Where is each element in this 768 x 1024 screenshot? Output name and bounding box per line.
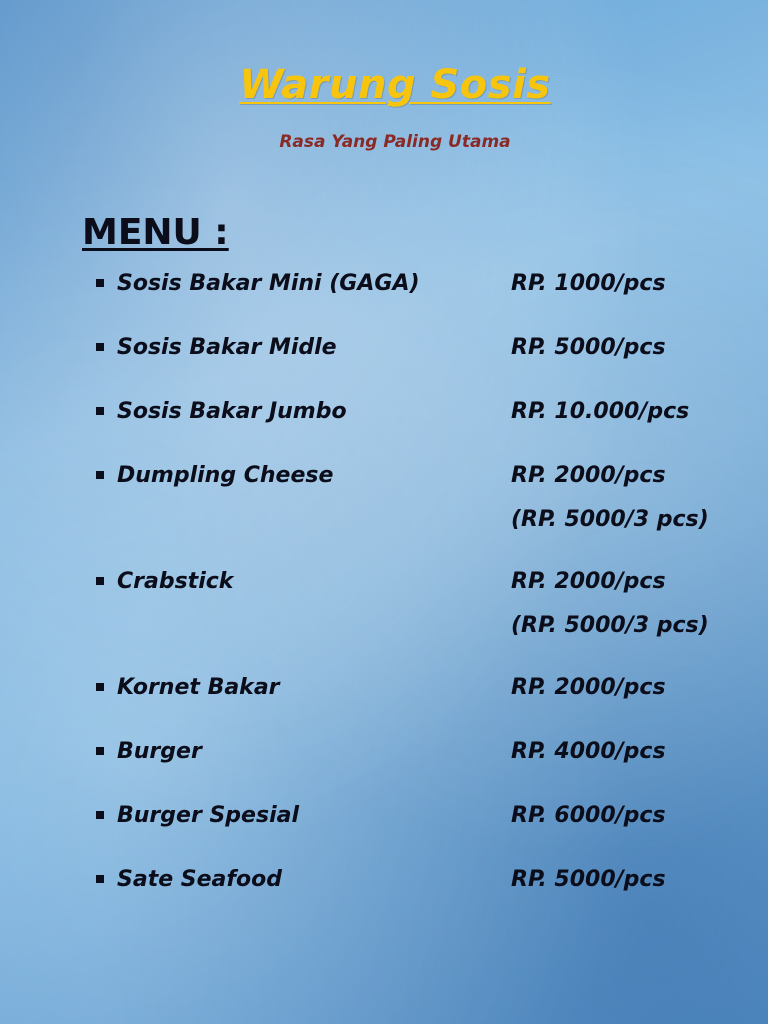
menu-item-name: Dumpling Cheese — [117, 463, 334, 488]
menu-item-price: RP. 2000/pcs — [511, 675, 666, 700]
menu-item-name: Sate Seafood — [117, 867, 282, 892]
menu-item-price: RP. 10.000/pcs — [511, 399, 690, 424]
bullet-square-icon — [96, 577, 104, 585]
menu-item-price: RP. 2000/pcs — [511, 463, 666, 488]
menu-item-name: Sosis Bakar Midle — [117, 335, 337, 360]
menu-item-name: Sosis Bakar Jumbo — [117, 399, 347, 424]
bullet-square-icon — [96, 471, 104, 479]
menu-item-name: Sosis Bakar Mini (GAGA) — [117, 271, 420, 296]
menu-item-price-alt: (RP. 5000/3 pcs) — [511, 507, 709, 532]
page-subtitle: Rasa Yang Paling Utama — [279, 132, 511, 152]
bullet-square-icon — [96, 683, 104, 691]
menu-item-price: RP. 6000/pcs — [511, 803, 666, 828]
menu-heading: MENU : — [82, 212, 229, 253]
menu-item-name: Kornet Bakar — [117, 675, 280, 700]
menu-item-name: Burger — [117, 739, 202, 764]
menu-item-price: RP. 5000/pcs — [511, 867, 666, 892]
menu-item-name: Crabstick — [117, 569, 234, 594]
bullet-square-icon — [96, 811, 104, 819]
bullet-square-icon — [96, 875, 104, 883]
bullet-square-icon — [96, 343, 104, 351]
menu-item-price: RP. 4000/pcs — [511, 739, 666, 764]
bullet-square-icon — [96, 407, 104, 415]
menu-item-price: RP. 2000/pcs — [511, 569, 666, 594]
menu-item-price: RP. 1000/pcs — [511, 271, 666, 296]
page-title: Warung Sosis — [239, 62, 551, 108]
menu-item-price-alt: (RP. 5000/3 pcs) — [511, 613, 709, 638]
bullet-square-icon — [96, 747, 104, 755]
menu-item-name: Burger Spesial — [117, 803, 299, 828]
bullet-square-icon — [96, 279, 104, 287]
menu-item-price: RP. 5000/pcs — [511, 335, 666, 360]
